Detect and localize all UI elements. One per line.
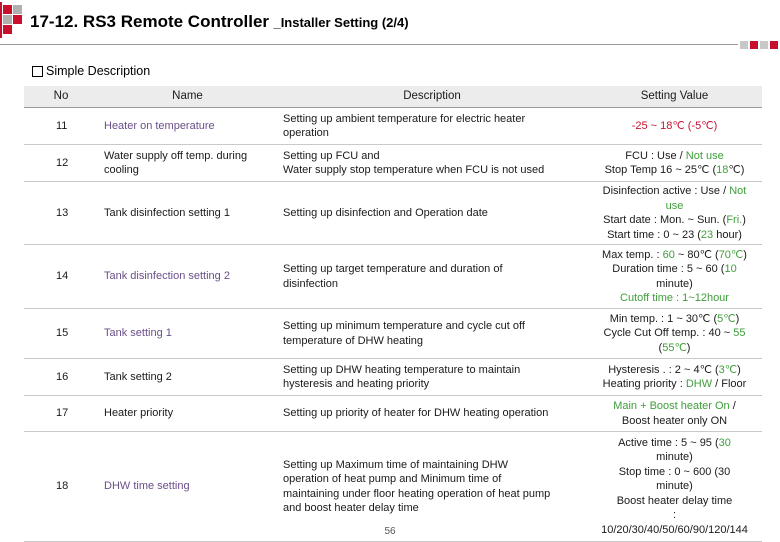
row-name: Heater priority [98,396,277,432]
row-description: Setting up FCU and Water supply stop temperature when FCU is not used [277,145,587,182]
table-row [24,182,762,245]
row-description: Setting up Maximum time of maintaining DHW operation of heat pump and Minimum time of maintaining under floor heating operation of heat pump and boost heater delay time [277,432,587,542]
table-row [24,108,762,145]
row-description: Setting up ambient temperature for electric heater operation [277,108,587,145]
settings-table [24,86,762,542]
page-title-main: 17-12. RS3 Remote Controller [30,12,270,31]
row-name: Tank disinfection setting 2 [98,245,277,309]
row-no: 11 [24,108,98,145]
row-no: 12 [24,145,98,182]
row-description: Setting up minimum temperature and cycle cut off temperature of DHW heating [277,309,587,359]
row-no: 17 [24,396,98,432]
table-row [24,245,762,309]
row-setting-value: -25 ~ 18℃ (-5℃) [587,108,762,145]
table-row [24,432,762,542]
page-title [30,12,409,32]
row-description: Setting up target temperature and duration of disinfection [277,245,587,309]
table-row [24,359,762,396]
row-setting-value: Disinfection active : Use / Not use Start date : Mon. ~ Sun. (Fri.) Start time : 0 ~ 23 (23 hour) [587,182,762,245]
row-name: Water supply off temp. during cooling [98,145,277,182]
column-header-no: No [24,86,98,108]
row-no: 15 [24,309,98,359]
checkbox-bullet-icon [32,66,43,77]
row-no: 14 [24,245,98,309]
table-row [24,145,762,182]
row-setting-value: Main + Boost heater On / Boost heater only ON [587,396,762,432]
row-setting-value: Active time : 5 ~ 95 (30 minute) Stop time : 0 ~ 600 (30 minute) Boost heater delay time : 10/20/30/40/50/60/90/120/144 [587,432,762,542]
brand-logo-icon [0,2,26,38]
column-header-setting-value: Setting Value [587,86,762,108]
row-no: 18 [24,432,98,542]
corner-squares-icon [740,38,780,52]
header-rule [0,44,738,45]
row-no: 16 [24,359,98,396]
column-header-name: Name [98,86,277,108]
row-name: Tank setting 1 [98,309,277,359]
section-label: Simple Description [46,64,151,78]
row-name: Tank disinfection setting 1 [98,182,277,245]
table-row [24,396,762,432]
row-description: Setting up priority of heater for DHW heating operation [277,396,587,432]
column-header-description: Description [277,86,587,108]
row-name: Tank setting 2 [98,359,277,396]
table-header-row [24,86,762,108]
row-no: 13 [24,182,98,245]
row-setting-value: FCU : Use / Not use Stop Temp 16 ~ 25℃ (18℃) [587,145,762,182]
section-heading [32,64,150,78]
row-description: Setting up DHW heating temperature to maintain hysteresis and heating priority [277,359,587,396]
row-setting-value: Max temp. : 60 ~ 80℃ (70℃) Duration time : 5 ~ 60 (10 minute) Cutoff time : 1~12hour [587,245,762,309]
row-setting-value: Hysteresis . : 2 ~ 4℃ (3℃) Heating priority : DHW / Floor [587,359,762,396]
row-name: DHW time setting [98,432,277,542]
table-row [24,309,762,359]
page-number: 56 [384,526,396,537]
row-description: Setting up disinfection and Operation date [277,182,587,245]
row-name: Heater on temperature [98,108,277,145]
page-title-sub: _Installer Setting (2/4) [273,15,409,30]
row-setting-value: Min temp. : 1 ~ 30℃ (5℃) Cycle Cut Off temp. : 40 ~ 55 (55℃) [587,309,762,359]
